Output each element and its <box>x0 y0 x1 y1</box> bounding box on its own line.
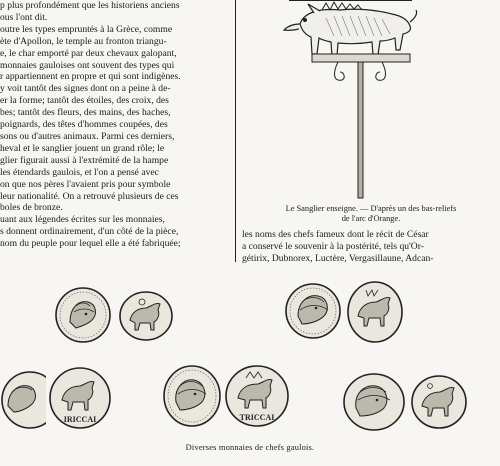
coin-head-icon <box>162 364 222 428</box>
text-line: heval et le sanglier jouent un grand rôle; le <box>0 142 165 154</box>
boar-icon <box>284 4 417 56</box>
text-line: s donnent ordinairement, d'un côté de la pièce, <box>0 226 179 238</box>
coins-caption: Diverses monnaies de chefs gaulois. <box>185 443 315 452</box>
right-column <box>242 0 500 264</box>
coin-head-icon <box>54 286 112 344</box>
text-line: leur nationalité. On a retrouvé plusieurs de ces <box>0 190 179 202</box>
coin-horse-legend-icon <box>48 366 112 430</box>
text-line: les étendards gaulois, et l'on a pensé avec <box>0 166 159 178</box>
text-line: p plus profondément que les historiens anciens <box>0 0 180 11</box>
coin-head-icon <box>342 372 406 432</box>
text-line: r appartiennent en propre et qui sont indigènes. <box>0 71 181 83</box>
text-line: gétirix, Dubnorex, Luctère, Vergasillaune, Adcan- <box>242 252 434 264</box>
coin-legend-text: TRICCAI <box>239 413 275 422</box>
boar-caption <box>250 204 492 223</box>
text-line: ous l'ont dit. <box>0 11 48 23</box>
right-column-text <box>242 229 500 265</box>
text-line: nom du peuple pour lequel elle a été fabriquée; <box>0 238 181 250</box>
boar-caption-line-2: de l'arc d'Orange. <box>341 213 401 223</box>
text-line: uant aux légendes écrites sur les monnaies, <box>0 214 165 226</box>
coin-head-icon <box>284 282 342 340</box>
text-line: e, le char emporté par deux chevaux galopant, <box>0 47 177 59</box>
boar-caption-line-1: Le Sanglier enseigne. — D'après un des bas-reliefs <box>285 204 457 213</box>
coin-head-icon <box>0 370 46 430</box>
gaulish-coins-figure <box>0 262 500 466</box>
text-line: poignards, des têtes d'hommes coupées, des <box>0 119 168 131</box>
text-line: y voit tantôt des signes dont on a peine à de- <box>0 83 171 95</box>
text-line: les noms des chefs fameux dont le récit de César <box>242 229 429 240</box>
coin-horse-icon <box>118 290 174 342</box>
coin-legend-text: IRICCAI <box>63 415 97 424</box>
coin-horse-icon <box>410 374 468 430</box>
column-divider <box>235 0 236 262</box>
left-column-text <box>0 0 231 250</box>
text-line: boles de bronze. <box>0 202 63 214</box>
boar-standard-figure <box>242 0 500 223</box>
text-line: monnaies gauloises ont souvent des types qui <box>0 59 175 71</box>
text-line: a conservé le souvenir à la postérité, tels qu'Or- <box>242 240 424 252</box>
boar-standard-illustration <box>242 0 500 205</box>
coin-horse-icon <box>346 280 404 344</box>
text-line: bes; tantôt des fleurs, des mains, des haches, <box>0 107 171 119</box>
text-line: on que nos pères l'avaient pris pour symbole <box>0 178 171 190</box>
text-line: ète d'Apollon, le temple au fronton triangu- <box>0 35 167 47</box>
text-line: glier figurait aussi à l'extrémité de la hampe <box>0 154 169 166</box>
text-line: sons ou d'autres animaux. Parmi ces derniers, <box>0 130 175 142</box>
text-line: er la forme; tantôt des étoiles, des croix, des <box>0 95 169 107</box>
text-line: outre les types empruntés à la Grèce, comme <box>0 23 173 35</box>
coin-horse-legend-icon <box>224 364 290 428</box>
